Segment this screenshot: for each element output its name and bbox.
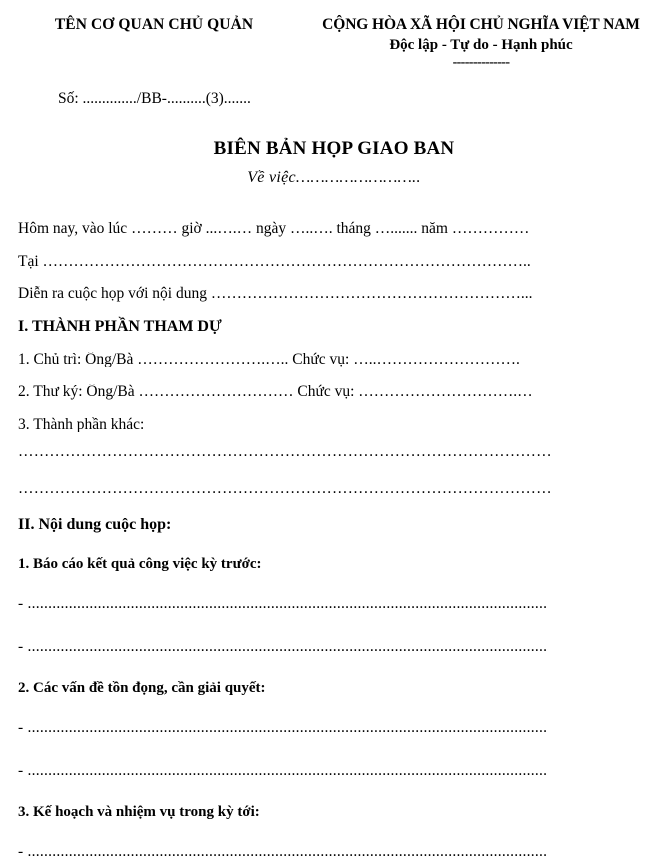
subsection-heading-previous-results: 1. Báo cáo kết quả công việc kỳ trước: [18, 556, 262, 573]
header-right-block [304, 16, 668, 70]
organization-name: TÊN CƠ QUAN CHỦ QUẢN [54, 16, 254, 33]
next-plan-line-1: - .............................................................................................................................. [18, 844, 548, 860]
motto-divider: -------------- [452, 55, 510, 70]
section-heading-participants: I. THÀNH PHẦN THAM DỰ [18, 317, 222, 335]
meeting-content-line: Diễn ra cuộc họp với nội dung ……………………………………………………... [18, 286, 533, 302]
document-body [0, 221, 668, 860]
document-number-line: Số: ............../BB-..........(3)....... [58, 90, 251, 108]
pending-issues-line-2: - .............................................................................................................................. [18, 762, 548, 779]
participant-others-label: 3. Thành phần khác: [18, 416, 145, 433]
national-motto: Độc lập - Tự do - Hạnh phúc [389, 37, 573, 53]
header-left-block [0, 16, 304, 34]
opening-datetime-line: Hôm nay, vào lúc ……… giờ ...….… ngày …..…. tháng …....... năm …………… [18, 221, 530, 237]
document-title: BIÊN BẢN HỌP GIAO BAN [213, 138, 455, 160]
subsection-heading-next-plan: 3. Kế hoạch và nhiệm vụ trong kỳ tới: [18, 804, 260, 821]
title-block [0, 138, 668, 187]
participant-secretary-line: 2. Thư ký: Ông/Bà ………………………… Chức vụ: ………………………….… [18, 384, 533, 400]
national-title: CỘNG HÒA XÃ HỘI CHỦ NGHĨA VIỆT NAM [322, 16, 640, 33]
participant-blank-line-1: ………………………………………………………………………………………… [18, 444, 552, 460]
document-header [0, 0, 668, 70]
previous-results-line-1: - .............................................................................................................................. [18, 596, 548, 612]
pending-issues-line-1: - .............................................................................................................................. [18, 720, 548, 736]
participant-chairperson-line: 1. Chủ trì: Ông/Bà …………………….….. Chức vụ: …..………………………. [18, 351, 520, 368]
location-line: Tại ………………………………………………………………………………….. [18, 253, 531, 270]
section-heading-meeting-content: II. Nội dung cuộc họp: [18, 516, 172, 534]
participant-blank-line-2: ………………………………………………………………………………………… [18, 480, 552, 497]
subsection-heading-pending-issues: 2. Các vấn đề tồn đọng, cần giải quyết: [18, 680, 266, 697]
previous-results-line-2: - .............................................................................................................................. [18, 638, 548, 655]
document-subtitle: Về việc…………………….. [247, 169, 421, 187]
